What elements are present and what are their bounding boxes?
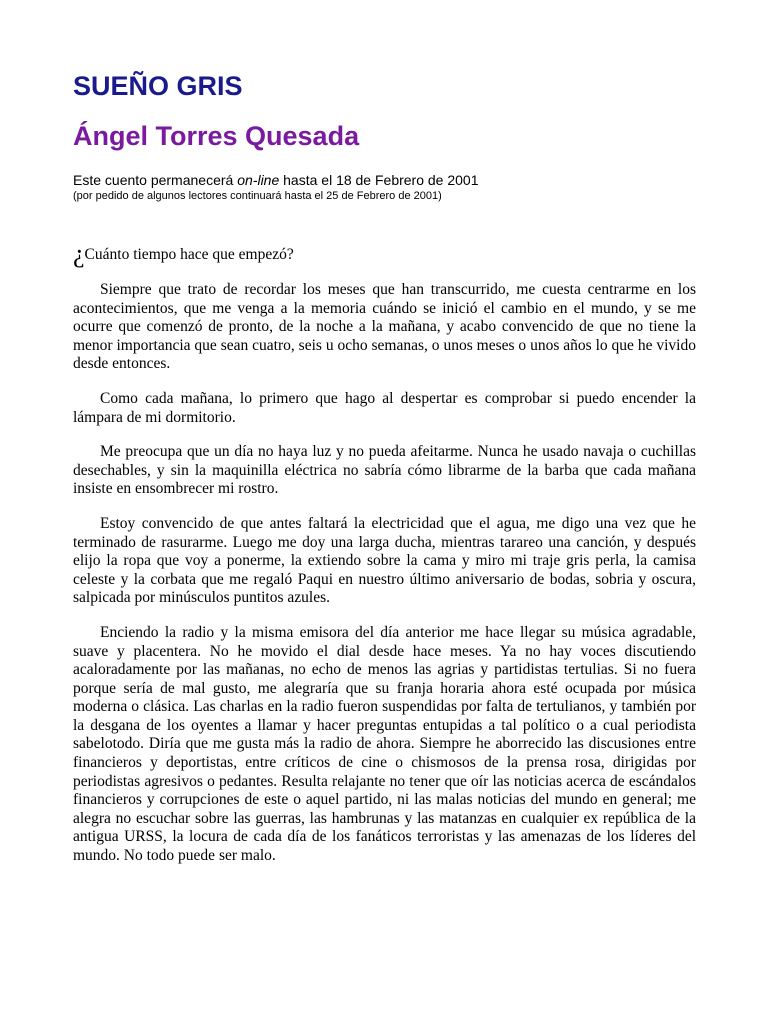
body-paragraph: Me preocupa que un día no haya luz y no pueda afeitarme. Nunca he usado navaja o cuchillas desechables, y sin la maquinilla eléctrica no sabría cómo librarme de la barba que cada mañana insiste en ensombrecer mi rostro. [73,443,696,498]
note-suffix: hasta el 18 de Febrero de 2001 [279,172,479,188]
opening-text: Cuánto tiempo hace que empezó? [84,246,294,263]
body-paragraph: Siempre que trato de recordar los meses que han transcurrido, me cuesta centrarme en los acontecimientos, que me venga a la memoria cuándo se inició el cambio en el mundo, y se me ocurre que comenzó de pronto, de la noche a la mañana, y acabo convencido de que no tiene la menor importancia que sean cuatro, seis u ocho semanas, o unos meses o unos años lo que he vivido desde entonces. [73,281,696,373]
opening-question-mark: ¿ [73,239,85,268]
body-paragraph: Como cada mañana, lo primero que hago al despertar es comprobar si puedo encender la lámpara de mi dormitorio. [73,389,696,426]
story-title: SUEÑO GRIS [73,71,243,101]
body-paragraph: Estoy convencido de que antes faltará la electricidad que el agua, me digo una vez que he terminado de rasurarme. Luego me doy una larga ducha, mientras tarareo una canción, y después elijo la ropa que voy a ponerme, la extiendo sobre la cama y miro mi traje gris perla, la camisa celeste y la corbata que me regaló Paqui en nuestro último aniversario de bodas, sobria y oscura, salpicada por minúsculos puntitos azules. [73,514,696,607]
availability-note [73,172,696,189]
note-prefix: Este cuento permanecerá [73,172,238,188]
author-name: Ángel Torres Quesada [73,121,360,151]
body-paragraph: Enciendo la radio y la misma emisora del día anterior me hace llegar su música agradable, suave y placentera. No he movido el dial desde hace meses. Ya no hay voces discutiendo acaloradamente por las mañanas, no echo de menos las agrias y partidistas tertulias. Si no fuera porque sería de mal gusto, me alegraría que su franja horaria ahora esté ocupada por música moderna o clásica. Las charlas en la radio fueron suspendidas por falta de tertulianos, y también por la desgana de los oyentes a llamar y hacer preguntas entupidas a tal político o a cual periodista sabelotodo. Diría que me gusta más la radio de ahora. Siempre he aborrecido las discusiones entre financieros y deportistas, entre críticos de cine o chismosos de la prensa rosa, dirigidas por periodistas agresivos o pedantes. Resulta relajante no tener que oír las noticias acerca de escándalos financieros y corrupciones de este o aquel partido, ni las malas noticias del mundo en general; me alegra no escuchar sobre las guerras, las hambrunas y las matanzas en cualquier ex república de la antigua URSS, la locura de cada día de los fanáticos terroristas y las amenazas de los líderes del mundo. No todo puede ser malo. [73,623,696,865]
opening-line [73,239,696,268]
document-page [73,66,696,866]
note-italic: on-line [237,172,280,188]
extension-note: (por pedido de algunos lectores continuará hasta el 25 de Febrero de 2001) [73,190,442,202]
